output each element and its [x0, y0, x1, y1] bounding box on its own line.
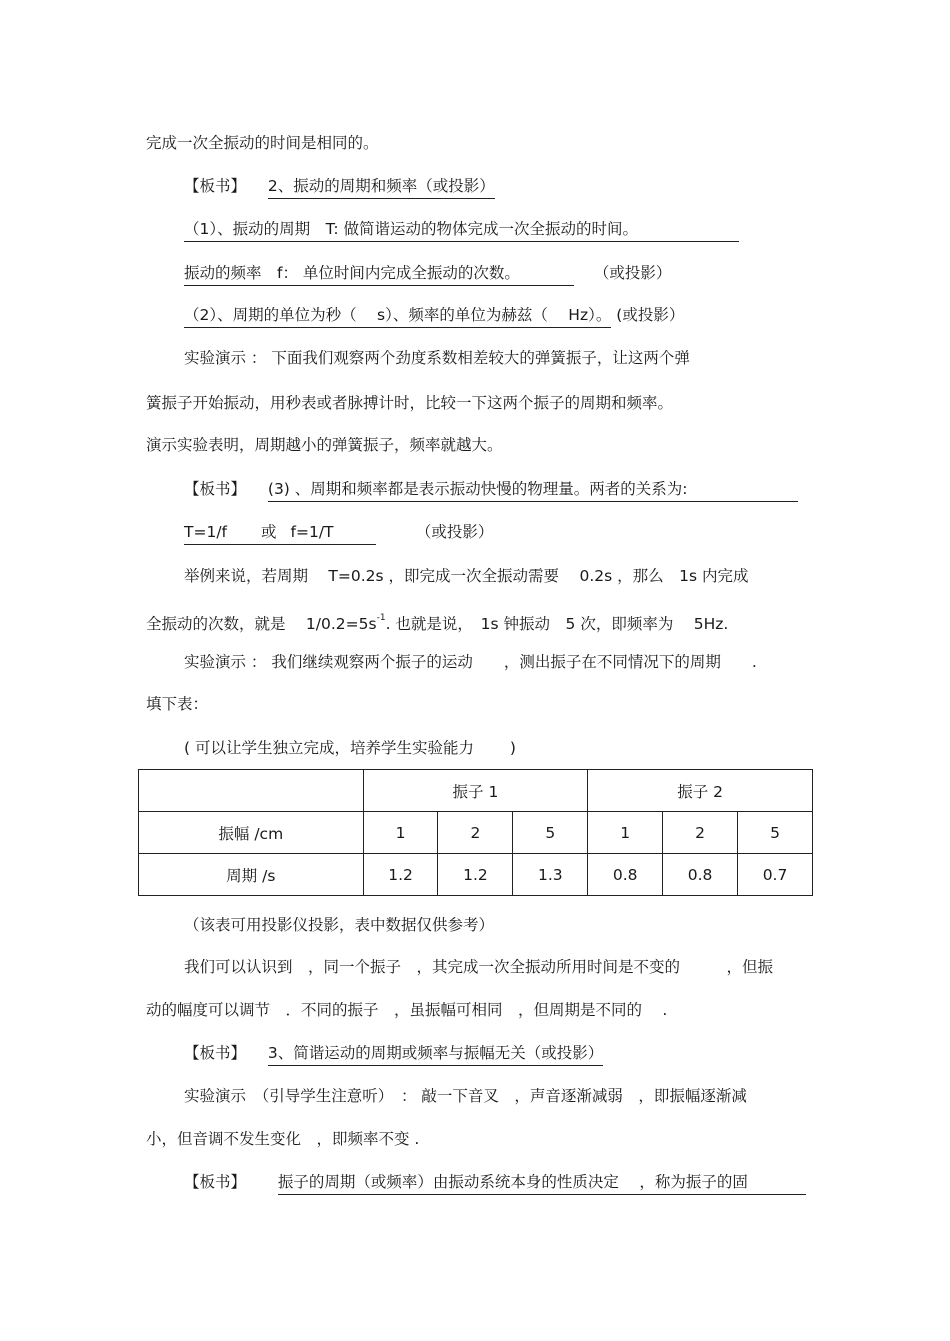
table-row: [139, 812, 813, 854]
table-cell: 2: [438, 812, 513, 854]
blackboard-tag: 【板书】: [184, 1044, 247, 1062]
text-line: [146, 607, 728, 635]
table-cell: 5: [738, 812, 813, 854]
text-line: 我们可以认识到 ，同一个振子 ，其完成一次全振动所用时间是不变的 ，但振: [184, 958, 774, 976]
table-header-oscillator-2: 振子 2: [588, 770, 813, 812]
table-cell: 2: [663, 812, 738, 854]
table-cell: 1: [363, 812, 438, 854]
data-table: [138, 769, 813, 896]
formula-period: T=1/f: [184, 523, 227, 541]
row-label-amplitude: 振幅 /cm: [139, 812, 364, 854]
table-header-row: [139, 770, 813, 812]
text-line: [184, 521, 493, 545]
projection-note: （或投影）: [593, 264, 672, 282]
text-line: 动的幅度可以调节 ．不同的振子 ，虽振幅可相同 ，但周期是不同的 .: [146, 1001, 668, 1019]
text-line: 演示实验表明，周期越小的弹簧振子，频率就越大。: [146, 436, 503, 454]
table-cell: 0.8: [588, 854, 663, 896]
formula-or: 或: [261, 523, 277, 541]
row-label-period: 周期 /s: [139, 854, 364, 896]
text-line: 实验演示 （引导学生注意听） ： 敲一下音叉 ，声音逐渐减弱 ，即振幅逐渐减: [184, 1087, 747, 1105]
text-line: 实验演示 ： 下面我们观察两个劲度系数相差较大的弹簧振子，让这两个弹: [184, 349, 690, 367]
blackboard-tag: 【板书】: [184, 1173, 247, 1191]
table-cell: 1.2: [438, 854, 513, 896]
projection-note: (或投影）: [616, 306, 685, 324]
text-line: 实验演示 ： 我们继续观察两个振子的运动 ，测出振子在不同情况下的周期 .: [184, 653, 757, 671]
table-cell: 1.2: [363, 854, 438, 896]
table-row: [139, 854, 813, 896]
table-cell: 1.3: [513, 854, 588, 896]
text-line: 举例来说，若周期 T=0.2s ，即完成一次全振动需要 0.2s ，那么 1s 内完成: [184, 567, 749, 585]
superscript: -1: [376, 613, 386, 623]
table-cell: 0.7: [738, 854, 813, 896]
text-line: 填下表：: [146, 695, 209, 713]
formula: [184, 521, 376, 545]
heading-amplitude-independence: 3、简谐运动的周期或频率与振幅无关（或投影）: [268, 1042, 603, 1066]
text-line: 簧振子开始振动，用秒表或者脉搏计时，比较一下这两个振子的周期和频率。: [146, 394, 674, 412]
units-definition: （2）、周期的单位为秒（ s）、频率的单位为赫兹（ Hz）。: [184, 304, 611, 328]
text-line: [184, 218, 739, 242]
text-line: ( 可以让学生独立完成，培养学生实验能力 ): [184, 739, 516, 757]
table-caption: （该表可用投影仪投影，表中数据仅供参考）: [184, 916, 495, 934]
blackboard-line: [184, 1042, 603, 1066]
blackboard-line: [184, 1171, 806, 1195]
period-definition: （1）、振动的周期 T: 做简谐运动的物体完成一次全振动的时间。: [184, 218, 739, 242]
text-line: 完成一次全振动的时间是相同的。: [146, 134, 379, 152]
frequency-definition: 振动的频率 f： 单位时间内完成全振动的次数。: [184, 262, 574, 286]
natural-period-statement: 振子的周期（或频率）由振动系统本身的性质决定 ，称为振子的固: [278, 1171, 806, 1195]
heading-period-frequency: 2、振动的周期和频率（或投影）: [268, 175, 495, 199]
table-cell: 5: [513, 812, 588, 854]
blackboard-tag: 【板书】: [184, 177, 247, 195]
text-line: [184, 262, 671, 286]
table-header-cell: [139, 770, 364, 812]
blackboard-line: [184, 478, 798, 502]
blackboard-line: [184, 175, 495, 199]
table-cell: 1: [588, 812, 663, 854]
text-line: [184, 304, 684, 328]
table-header-oscillator-1: 振子 1: [363, 770, 588, 812]
relation-statement: (3) 、周期和频率都是表示振动快慢的物理量。两者的关系为:: [268, 478, 798, 502]
text-line: 小，但音调不发生变化 ，即频率不变 .: [146, 1130, 420, 1148]
blackboard-tag: 【板书】: [184, 480, 247, 498]
projection-note: （或投影）: [415, 523, 494, 541]
table-cell: 0.8: [663, 854, 738, 896]
example-text: . 也就是说， 1s 钟振动 5 次，即频率为 5Hz.: [385, 615, 729, 633]
example-text: 全振动的次数，就是 1/0.2=5s: [146, 615, 377, 633]
formula-frequency: f=1/T: [290, 523, 334, 541]
